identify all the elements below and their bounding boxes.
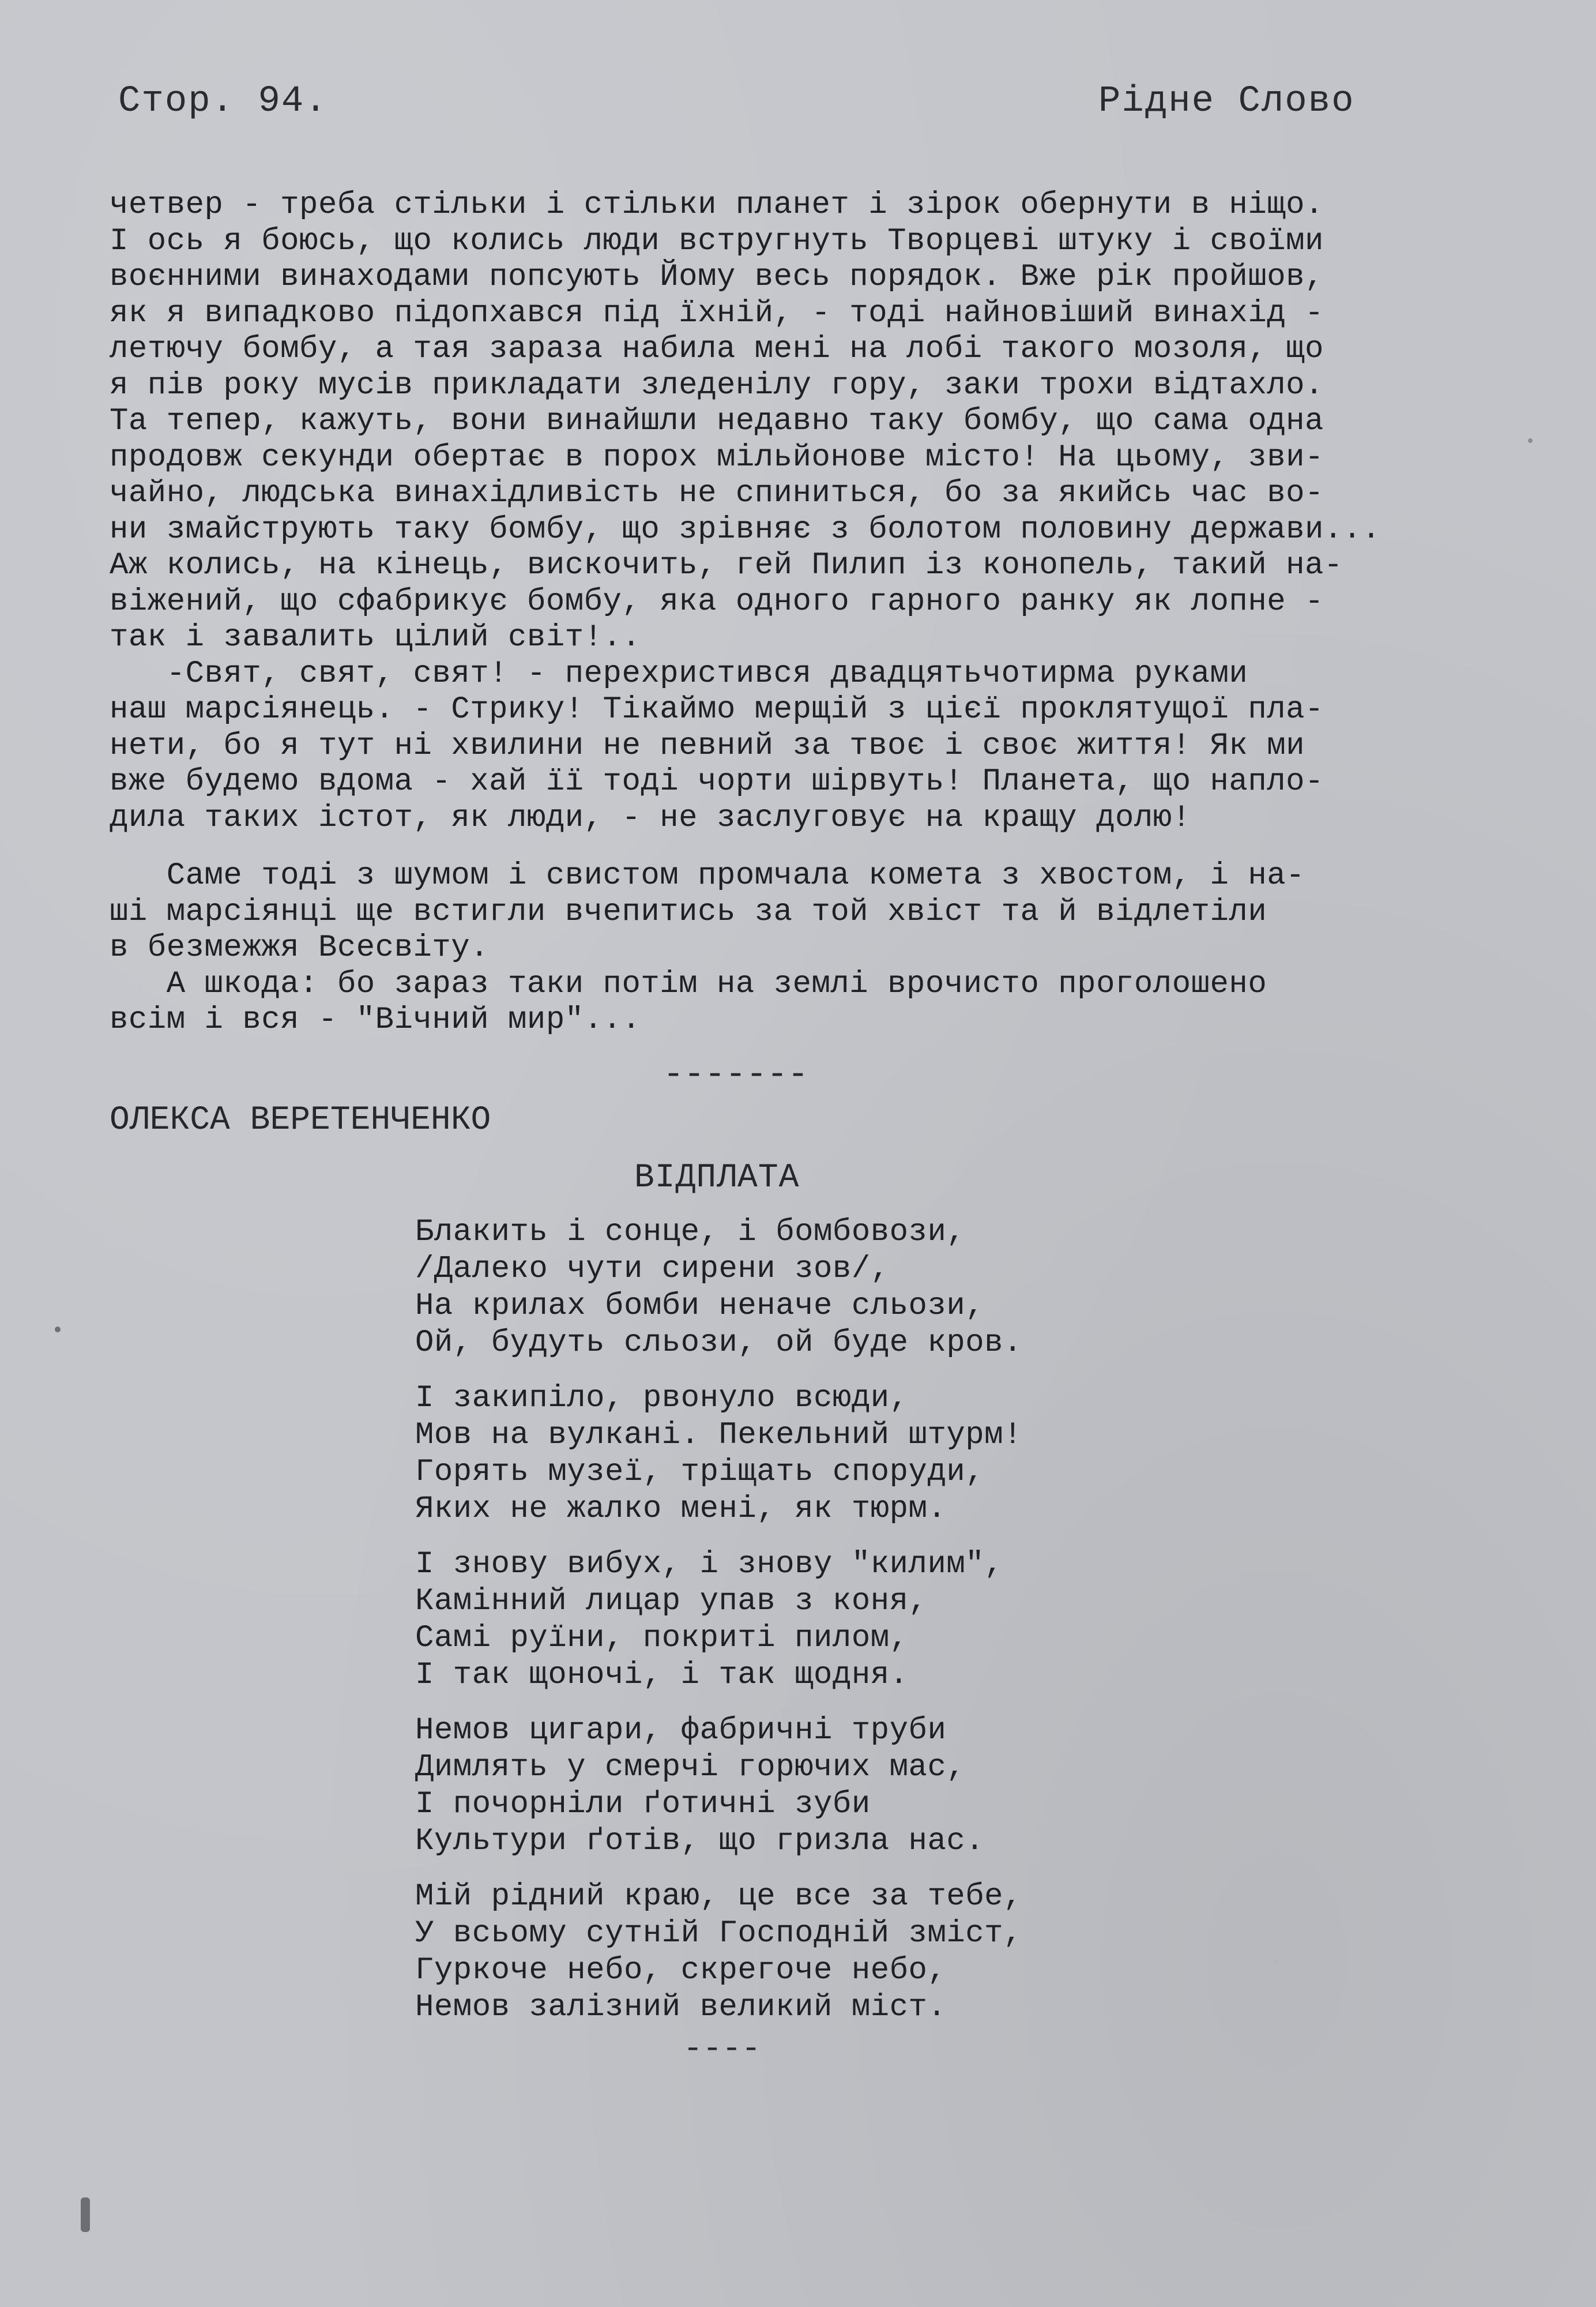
verse-line: Самі руїни, покриті пилом, bbox=[415, 1621, 909, 1656]
verse-line: Немов залізний великий міст. bbox=[415, 1990, 947, 2025]
poem-body bbox=[415, 1214, 1511, 2026]
verse-line: Ой, будуть сльози, ой буде кров. bbox=[415, 1325, 1022, 1361]
prose-text bbox=[110, 187, 1586, 1039]
text-line: летючу бомбу, а тая зараза набила мені на лобі такого мозоля, що bbox=[110, 332, 1324, 367]
text-line: як я випадково підопхався під їхній, - тоді найновіший винахід - bbox=[110, 295, 1324, 331]
verse-line: На крилах бомби неначе сльози, bbox=[415, 1288, 985, 1324]
verse-line: Мій рідний краю, це все за тебе, bbox=[415, 1879, 1022, 1914]
text-line: наш марсіянець. - Стрику! Тікаймо мерщій з цієї проклятущої пла- bbox=[110, 692, 1324, 727]
text-line: Та тепер, кажуть, вони винайшли недавно таку бомбу, що сама одна bbox=[110, 404, 1324, 439]
verse-line: Горять музеї, тріщать споруди, bbox=[415, 1455, 985, 1490]
paragraph-gap bbox=[110, 836, 1586, 858]
text-line: вже будемо вдома - хай її тоді чорти шірвуть! Планета, що напло- bbox=[110, 764, 1324, 799]
stanza bbox=[415, 1546, 1511, 1694]
text-line: Аж колись, на кінець, вискочить, гей Пилип із конопель, такий на- bbox=[110, 548, 1343, 583]
text-line: віжений, що сфабрикує бомбу, яка одного гарного ранку як лопне - bbox=[110, 584, 1324, 619]
verse-line: Мов на вулкані. Пекельний штурм! bbox=[415, 1418, 1022, 1453]
end-mark: ---- bbox=[683, 2030, 761, 2067]
text-line: нети, бо я тут ні хвилини не певний за твоє і своє життя! Як ми bbox=[110, 728, 1305, 764]
verse-line: І так щоночі, і так щодня. bbox=[415, 1658, 909, 1693]
text-line: продовж секунди обертає в порох мільйонове місто! На цьому, зви- bbox=[110, 439, 1324, 475]
verse-line: Гуркоче небо, скрегоче небо, bbox=[415, 1953, 947, 1988]
text-line: всім і вся - "Вічний мир"... bbox=[110, 1002, 641, 1038]
text-line: так і завалить цілий світ!.. bbox=[110, 620, 641, 655]
verse-line: І закипіло, рвонуло всюди, bbox=[415, 1381, 909, 1416]
text-line: чайно, людська винахідливість не спиниться, бо за якийсь час во- bbox=[110, 476, 1324, 511]
text-line: І ось я боюсь, що колись люди встругнуть Творцеві штуку і своїми bbox=[110, 223, 1324, 259]
page-number: Стор. 94. bbox=[118, 81, 328, 122]
stanza-gap bbox=[415, 1528, 1511, 1546]
text-line: А шкода: бо зараз таки потім на землі врочисто проголошено bbox=[110, 966, 1267, 1002]
verse-line: /Далеко чути сирени зов/, bbox=[415, 1252, 890, 1287]
verse-line: І знову вибух, і знову "килим", bbox=[415, 1547, 1004, 1582]
text-line: я пів року мусів прикладати зледенілу гору, заки трохи відтахло. bbox=[110, 367, 1324, 403]
section-separator: ------- bbox=[663, 1055, 809, 1095]
verse-line: Яких не жалко мені, як тюрм. bbox=[415, 1491, 947, 1527]
verse-line: Культури ґотів, що гризла нас. bbox=[415, 1824, 985, 1859]
text-line: ші марсіянці ще встигли вчепитись за той хвіст та й відлетіли bbox=[110, 894, 1267, 930]
ink-speck bbox=[1528, 438, 1533, 443]
verse-line: І почорніли ґотичні зуби bbox=[415, 1787, 871, 1822]
stanza bbox=[415, 1878, 1511, 2026]
stanza bbox=[415, 1214, 1511, 1362]
verse-line: У всьому сутній Господній зміст, bbox=[415, 1916, 1022, 1951]
text-line: Саме тоді з шумом і свистом промчала комета з хвостом, і на- bbox=[110, 858, 1305, 893]
verse-line: Блакить і сонце, і бомбовози, bbox=[415, 1215, 966, 1250]
author-name: ОЛЕКСА ВЕРЕТЕНЧЕНКО bbox=[110, 1102, 491, 1139]
stanza bbox=[415, 1380, 1511, 1528]
stanza bbox=[415, 1712, 1511, 1860]
text-line: дила таких істот, як люди, - не заслуговує на кращу долю! bbox=[110, 800, 1191, 836]
text-line: ни змайструють таку бомбу, що зрівняє з болотом половину держави... bbox=[110, 512, 1381, 547]
ink-speck bbox=[55, 1327, 61, 1332]
journal-title: Рідне Слово bbox=[1098, 81, 1355, 122]
verse-line: Камінний лицар упав з коня, bbox=[415, 1584, 928, 1619]
text-line: четвер - треба стільки і стільки планет і зірок обернути в ніщо. bbox=[110, 187, 1324, 223]
ink-smudge bbox=[81, 2197, 90, 2232]
verse-line: Димлять у смерчі горючих мас, bbox=[415, 1750, 966, 1785]
poem-title: ВІДПЛАТА bbox=[634, 1159, 800, 1197]
stanza-gap bbox=[415, 1860, 1511, 1878]
stanza-gap bbox=[415, 1362, 1511, 1380]
text-line: воєнними винаходами попсують Йому весь порядок. Вже рік пройшов, bbox=[110, 260, 1324, 295]
text-line: -Свят, свят, свят! - перехристився двадцятьчотирма руками bbox=[110, 656, 1248, 692]
stanza-gap bbox=[415, 1694, 1511, 1712]
text-line: в безмежжя Всесвіту. bbox=[110, 930, 490, 965]
verse-line: Немов цигари, фабричні труби bbox=[415, 1713, 947, 1748]
